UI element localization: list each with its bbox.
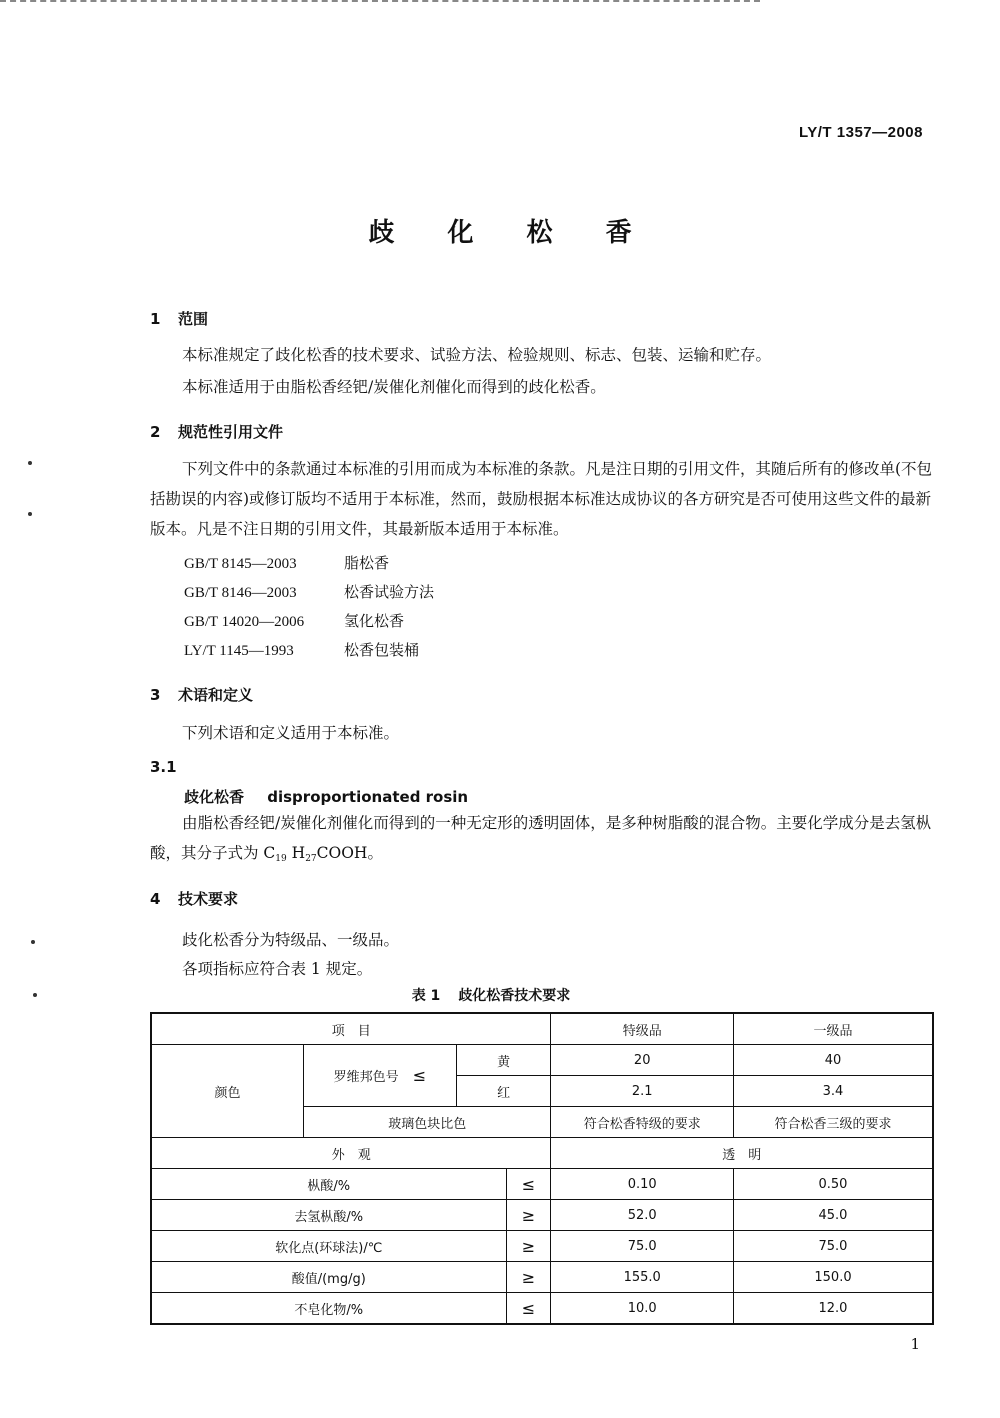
row-first: 75.0 (733, 1231, 933, 1262)
row-label: 软化点(环球法)/℃ (151, 1231, 506, 1262)
subsection-number: 3.1 (150, 758, 177, 776)
scan-dot (31, 940, 35, 944)
table-row (151, 1138, 933, 1169)
section-4-para-2: 各项指标应符合表 1 规定。 (182, 960, 373, 978)
red-label: 红 (456, 1076, 551, 1107)
section-number: 3 (150, 686, 161, 704)
reference-name: 松香试验方法 (344, 583, 435, 601)
scan-dot (33, 993, 37, 997)
row-first: 0.50 (733, 1169, 933, 1200)
definition-text: H (286, 844, 306, 862)
row-label: 枞酸/% (151, 1169, 506, 1200)
row-operator: ≤ (506, 1169, 551, 1200)
table-row (151, 1045, 933, 1076)
section-title: 规范性引用文件 (178, 423, 284, 441)
leq-symbol: ≤ (412, 1066, 427, 1085)
document-title: 歧 化 松 香 (368, 218, 654, 248)
reference-item (184, 639, 419, 660)
red-first: 3.4 (733, 1076, 933, 1107)
table-row (151, 1262, 933, 1293)
reference-code: GB/T 8145—2003 (184, 556, 297, 572)
definition-text: 由脂松香经钯/炭催化剂催化而得到的一种无定形的透明固体，是多种树脂酸的混合物。主要化学成分是去氢枞酸，其分子式为 C (150, 814, 932, 862)
row-operator: ≤ (506, 1293, 551, 1325)
yellow-label: 黄 (456, 1045, 551, 1076)
section-number: 2 (150, 423, 161, 441)
table-title: 歧化松香技术要求 (458, 988, 571, 1004)
header-special-grade: 特级品 (551, 1013, 734, 1045)
row-label: 不皂化物/% (151, 1293, 506, 1325)
section-3-heading (150, 684, 253, 705)
glass-special: 符合松香特级的要求 (551, 1107, 734, 1138)
scan-dot (28, 461, 32, 465)
row-label: 酸值/(mg/g) (151, 1262, 506, 1293)
standard-number: LY/T 1357—2008 (798, 124, 923, 141)
glass-label: 玻璃色块比色 (304, 1107, 551, 1138)
section-4-heading (150, 888, 238, 909)
section-number: 1 (150, 310, 161, 328)
section-title: 范围 (178, 310, 209, 328)
definition-text: COOH。 (316, 844, 383, 862)
row-special: 52.0 (551, 1200, 734, 1231)
reference-name: 脂松香 (344, 554, 390, 572)
rovibond-cell (304, 1045, 457, 1107)
glass-first: 符合松香三级的要求 (733, 1107, 933, 1138)
specification-table (150, 1012, 934, 1325)
reference-code: LY/T 1145—1993 (184, 643, 294, 659)
table-row (151, 1169, 933, 1200)
table-caption (0, 985, 1000, 1005)
row-operator: ≥ (506, 1200, 551, 1231)
red-special: 2.1 (551, 1076, 734, 1107)
section-title: 技术要求 (178, 890, 239, 908)
reference-code: GB/T 14020—2006 (184, 614, 305, 630)
row-first: 12.0 (733, 1293, 933, 1325)
table-row (151, 1231, 933, 1262)
section-1-para-1: 本标准规定了歧化松香的技术要求、试验方法、检验规则、标志、包装、运输和贮存。 (182, 346, 772, 364)
row-special: 0.10 (551, 1169, 734, 1200)
section-2-heading (150, 421, 283, 442)
color-label: 颜色 (151, 1045, 304, 1138)
yellow-special: 20 (551, 1045, 734, 1076)
row-operator: ≥ (506, 1231, 551, 1262)
reference-code: GB/T 8146—2003 (184, 585, 297, 601)
section-1-para-2: 本标准适用于由脂松香经钯/炭催化剂催化而得到的歧化松香。 (182, 378, 606, 396)
section-title: 术语和定义 (178, 686, 254, 704)
scan-top-edge (0, 0, 760, 2)
term-chinese: 歧化松香 (184, 788, 245, 806)
section-1-heading (150, 308, 208, 329)
row-first: 45.0 (733, 1200, 933, 1231)
reference-item (184, 581, 434, 602)
header-item: 项 目 (151, 1013, 551, 1045)
section-4-para-1: 歧化松香分为特级品、一级品。 (182, 931, 400, 949)
term-english: disproportionated rosin (267, 788, 469, 806)
section-3-para-1: 下列术语和定义适用于本标准。 (182, 724, 400, 742)
row-special: 10.0 (551, 1293, 734, 1325)
yellow-first: 40 (733, 1045, 933, 1076)
page-number: 1 (910, 1335, 920, 1353)
row-special: 75.0 (551, 1231, 734, 1262)
header-first-grade: 一级品 (733, 1013, 933, 1045)
section-2-para-1: 下列文件中的条款通过本标准的引用而成为本标准的条款。凡是注日期的引用文件，其随后所有的修改单(不包括勘误的内容)或修订版均不适用于本标准，然而，鼓励根据本标准达成协议的各方研究是否可使用这些文件的最新版本。凡是不注日期的引用文件，其最新版本适用于本标准。 (150, 460, 933, 538)
rovibond-label: 罗维邦色号 (333, 1070, 399, 1085)
reference-item (184, 552, 389, 573)
subscript: 19 (275, 854, 287, 864)
row-label: 去氢枞酸/% (151, 1200, 506, 1231)
section-number: 4 (150, 890, 161, 908)
table-row (151, 1293, 933, 1325)
table-header-row (151, 1013, 933, 1045)
appearance-value: 透 明 (551, 1138, 933, 1169)
row-operator: ≥ (506, 1262, 551, 1293)
table-row (151, 1200, 933, 1231)
term-entry (184, 786, 468, 807)
row-first: 150.0 (733, 1262, 933, 1293)
reference-name: 松香包装桶 (344, 641, 420, 659)
appearance-label: 外 观 (151, 1138, 551, 1169)
term-definition (150, 808, 935, 874)
reference-name: 氢化松香 (344, 612, 405, 630)
table-number: 表 1 (411, 988, 441, 1004)
reference-item (184, 610, 404, 631)
row-special: 155.0 (551, 1262, 734, 1293)
scan-dot (28, 512, 32, 516)
subscript: 27 (305, 854, 317, 864)
